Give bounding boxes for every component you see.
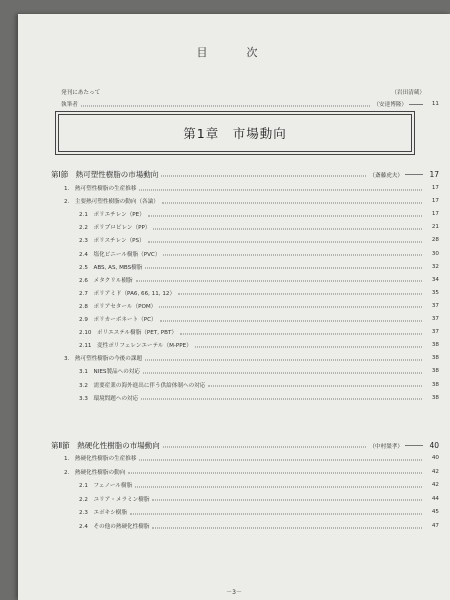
toc-entry-label: 2.5 ABS, AS, MBS樹脂 xyxy=(79,264,143,271)
toc-author: （安達博隆） xyxy=(373,102,407,108)
toc-entry-row xyxy=(79,236,439,244)
toc-page-number: 28 xyxy=(431,237,439,244)
dot-leader xyxy=(141,399,422,400)
dot-leader xyxy=(152,500,422,501)
chapter-heading-box xyxy=(58,114,412,152)
dot-leader xyxy=(139,459,422,460)
chapter-heading: 第1章 市場動向 xyxy=(183,126,287,141)
toc-entry-row xyxy=(64,354,439,362)
toc-entry-row xyxy=(79,394,439,402)
toc-entry-label: 1. 熱硬化性樹脂の生産推移 xyxy=(64,456,137,462)
toc-page-number: 34 xyxy=(431,276,439,283)
toc-entry-label: 3. 熱可塑性樹脂の今後の課題 xyxy=(64,356,143,363)
dot-leader xyxy=(159,307,422,308)
toc-entry-label: 3.1 NIES製品への対応 xyxy=(79,369,140,376)
toc-entry-row xyxy=(79,495,439,503)
toc-entry-label: 2.4 塩化ビニール樹脂（PVC） xyxy=(79,251,161,258)
toc-page-number: 38 xyxy=(431,355,439,362)
toc-page-number: 35 xyxy=(431,289,439,296)
toc-entry-label: 3.2 需要産業の海外進出に伴う供給体制への対応 xyxy=(79,382,206,389)
toc-page-number: 32 xyxy=(431,263,439,270)
toc-page-number: 37 xyxy=(431,329,439,336)
toc-entry-row xyxy=(79,210,439,218)
dot-leader xyxy=(148,215,422,216)
toc-page-number: 30 xyxy=(431,250,439,257)
toc-entry-label: 2.3 ポリスチレン（PS） xyxy=(79,238,145,245)
toc-entry-row xyxy=(79,522,439,530)
toc-page-number: 17 xyxy=(431,185,439,191)
toc-section-row xyxy=(51,440,439,451)
toc-page-number: 45 xyxy=(431,509,439,516)
toc-entry-label: 2. 熱硬化性樹脂の動向 xyxy=(64,469,126,476)
dot-leader xyxy=(161,176,366,177)
dot-leader xyxy=(81,105,371,106)
dash-leader xyxy=(409,104,423,105)
document-page xyxy=(18,14,450,600)
toc-entry-row xyxy=(79,367,439,375)
dot-leader xyxy=(195,346,422,347)
toc-page-number: 40 xyxy=(431,455,439,461)
toc-intro-row xyxy=(61,88,439,96)
toc-entry-label: 発刊にあたって xyxy=(61,90,101,96)
toc-entry-row xyxy=(79,381,439,389)
toc-entry-label: 1. 熱可塑性樹脂の生産推移 xyxy=(64,186,137,192)
toc-entry-label: 2.2 ポリプロピレン（PP） xyxy=(79,225,151,232)
dot-leader xyxy=(143,372,422,373)
toc-author: （斎藤虎夫） xyxy=(369,172,403,179)
toc-entry-label: 2.4 その他の熱硬化性樹脂 xyxy=(79,524,150,530)
dash-leader xyxy=(405,445,423,446)
toc-entry-label: 2.8 ポリアセタール（POM） xyxy=(79,303,157,310)
dot-leader xyxy=(128,473,422,474)
dot-leader xyxy=(163,255,422,256)
toc-entry-label: 2.1 フェノール樹脂 xyxy=(79,483,133,490)
toc-entry-label: 2. 主要熱可塑性樹脂の動向（各論） xyxy=(64,199,159,206)
dot-leader xyxy=(130,513,422,514)
toc-page-number: 38 xyxy=(431,342,439,349)
toc-entry-row xyxy=(79,508,439,516)
toc-page-number: 47 xyxy=(431,523,439,529)
toc-entry-row xyxy=(64,184,439,192)
toc-entry-row xyxy=(64,454,439,462)
dot-leader xyxy=(136,281,422,282)
toc-entry-label: 2.9 ポリカーボネート（PC） xyxy=(79,317,157,323)
toc-page-number: 17 xyxy=(431,211,439,218)
toc-page-number: 37 xyxy=(431,302,439,309)
toc-entry-row xyxy=(79,250,439,258)
toc-entry-label: 執筆者 xyxy=(61,102,78,108)
toc-entry-row xyxy=(79,481,439,489)
toc-page-number: 42 xyxy=(431,482,439,489)
dash-leader xyxy=(405,174,423,175)
toc-author: （岩田清蔵） xyxy=(391,90,425,96)
toc-page-number: 38 xyxy=(431,394,439,401)
toc-page-number: 44 xyxy=(431,495,439,502)
toc-section-row xyxy=(51,169,439,180)
dot-leader xyxy=(135,486,422,487)
toc-author: （中村榮孝） xyxy=(369,443,403,450)
dot-leader xyxy=(148,241,422,242)
toc-entry-row xyxy=(79,263,439,271)
page-number-footer: －3－ xyxy=(226,589,242,596)
dot-leader xyxy=(180,333,422,334)
toc-page-number: 40 xyxy=(429,441,439,450)
toc-entry-row xyxy=(79,276,439,284)
dot-leader xyxy=(139,189,422,190)
section-title: 第Ⅰ節 熱可塑性樹脂の市場動向 xyxy=(51,170,159,179)
toc-entry-row xyxy=(64,197,439,205)
toc-entry-row xyxy=(64,468,439,476)
page-title: 目 次 xyxy=(196,46,272,59)
dot-leader xyxy=(145,359,422,360)
toc-page-number: 17 xyxy=(431,198,439,205)
toc-entry-label: 2.7 ポリアミド（PA6, 66, 11, 12） xyxy=(79,290,176,297)
dot-leader xyxy=(163,447,367,448)
toc-entry-label: 2.11 変性ポリフェレンエーテル（M-PPE） xyxy=(79,343,192,350)
dot-leader xyxy=(178,294,422,295)
toc-entry-row xyxy=(79,341,439,349)
toc-entry-row xyxy=(79,289,439,297)
section-title: 第Ⅱ節 熱硬化性樹脂の市場動向 xyxy=(51,441,160,450)
toc-page-number: 17 xyxy=(429,170,439,179)
dot-leader xyxy=(152,527,422,528)
toc-page-number: 42 xyxy=(431,468,439,475)
toc-entry-label: 2.2 ユリア・メラミン樹脂 xyxy=(79,496,150,503)
toc-entry-row xyxy=(79,315,439,323)
toc-page-number: 38 xyxy=(431,368,439,375)
toc-entry-row xyxy=(79,328,439,336)
toc-page-number: 21 xyxy=(431,224,439,231)
dot-leader xyxy=(208,386,422,387)
toc-page-number: 38 xyxy=(431,381,439,388)
toc-entry-label: 2.10 ポリエステル樹脂（PET, PBT） xyxy=(79,330,177,337)
dot-leader xyxy=(162,202,422,203)
toc-page-number: 37 xyxy=(431,316,439,322)
toc-entry-label: 3.3 環境問題への対応 xyxy=(79,395,139,402)
toc-entry-row xyxy=(79,302,439,310)
toc-entry-label: 2.1 ポリエチレン（PE） xyxy=(79,212,145,219)
toc-entry-label: 2.6 メタクリル樹脂 xyxy=(79,277,133,284)
toc-entry-label: 2.3 エポキシ樹脂 xyxy=(79,510,127,517)
toc-page-number: 11 xyxy=(431,101,439,107)
toc-intro-row xyxy=(61,100,439,108)
toc-entry-row xyxy=(79,223,439,231)
dot-leader xyxy=(145,268,422,269)
dot-leader xyxy=(153,228,422,229)
dot-leader xyxy=(160,320,422,321)
